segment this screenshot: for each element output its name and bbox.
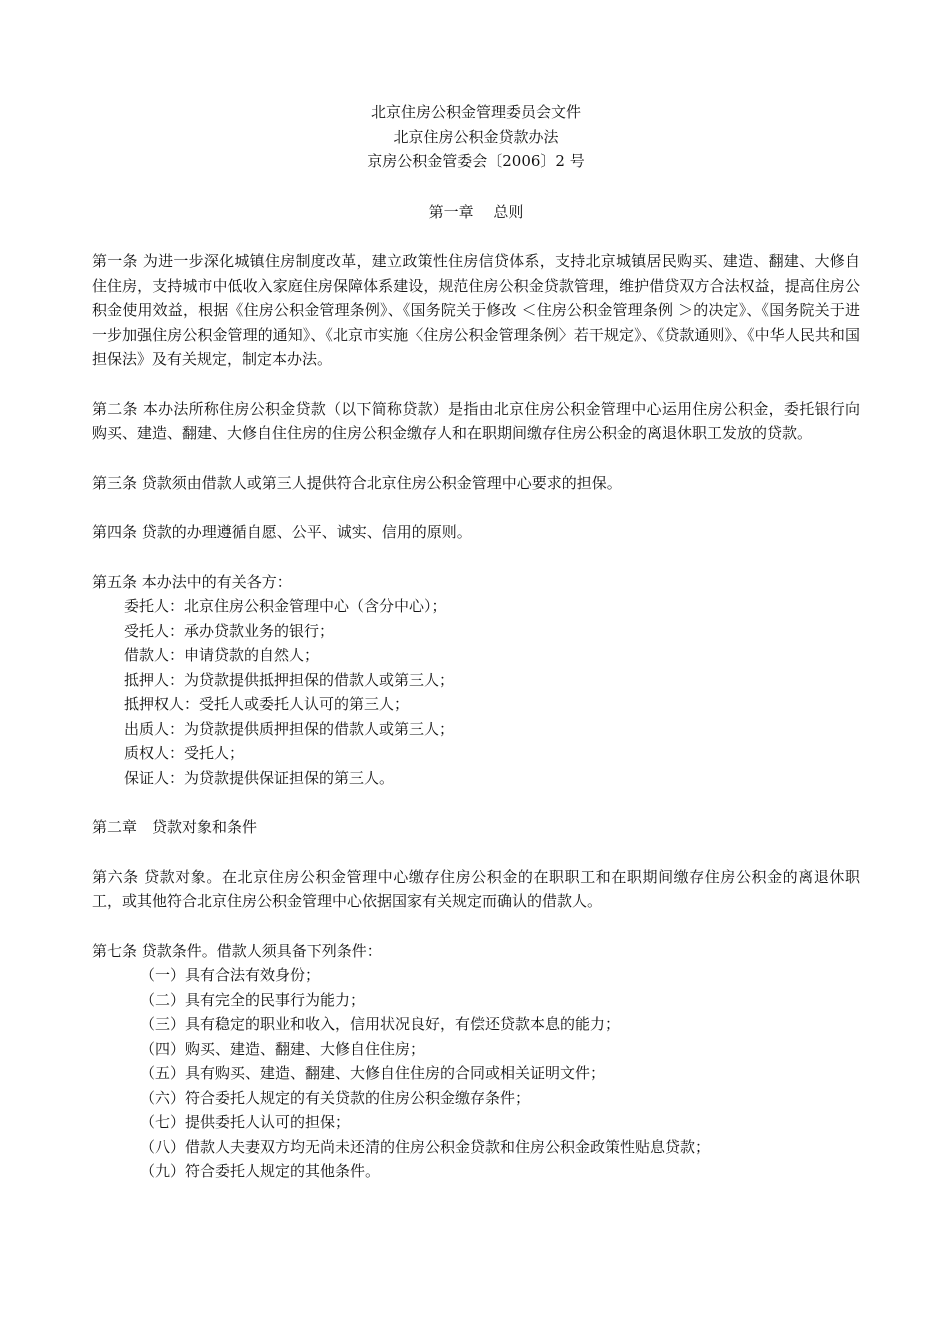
- list-item: 抵押权人：受托人或委托人认可的第三人；: [124, 695, 410, 713]
- article-7-head: 第七条 贷款条件。借款人须具备下列条件：: [92, 941, 382, 960]
- chapter-2-title: 第二章 贷款对象和条件: [92, 818, 258, 836]
- article-2: 第二条 本办法所称住房公积金贷款（以下简称贷款）是指由北京住房公积金管理中心运用住房公积金，委托银行向购买、建造、翻建、大修自住住房的住房公积金缴存人和在职期间缴存住房公积金的离退休职工发放的贷款。: [92, 399, 860, 442]
- list-item: 抵押人：为贷款提供抵押担保的借款人或第三人；: [124, 670, 455, 689]
- list-item: （九）符合委托人规定的其他条件。: [140, 1162, 381, 1180]
- document-page: [92, 100, 860, 1184]
- list-item: （八）借款人夫妻双方均无尚未还清的住房公积金贷款和住房公积金政策性贴息贷款；: [140, 1137, 711, 1156]
- article-6: 第六条 贷款对象。在北京住房公积金管理中心缴存住房公积金的在职职工和在职期间缴存住房公积金的离退休职工，或其他符合北京住房公积金管理中心依据国家有关规定而确认的借款人。: [92, 867, 860, 910]
- list-item: 保证人：为贷款提供保证担保的第三人。: [124, 768, 395, 787]
- article-5-list: [92, 594, 860, 790]
- article-7: [92, 939, 860, 1184]
- issuer-title: 北京住房公积金管理委员会文件: [370, 103, 581, 121]
- list-item: （一）具有合法有效身份；: [140, 966, 321, 984]
- list-item: 委托人：北京住房公积金管理中心（含分中心）；: [124, 597, 447, 615]
- document-number: 京房公积金管委会〔2006〕2 号: [367, 152, 585, 170]
- list-item: （三）具有稳定的职业和收入，信用状况良好，有偿还贷款本息的能力；: [140, 1015, 621, 1033]
- list-item: （六）符合委托人规定的有关贷款的住房公积金缴存条件；: [140, 1088, 531, 1107]
- list-item: （二）具有完全的民事行为能力；: [140, 990, 366, 1009]
- list-item: 质权人：受托人；: [124, 744, 245, 762]
- list-item: 借款人：申请贷款的自然人；: [124, 646, 320, 664]
- list-item: （四）购买、建造、翻建、大修自住住房；: [140, 1039, 426, 1058]
- article-3: 第三条 贷款须由借款人或第三人提供符合北京住房公积金管理中心要求的担保。: [92, 473, 622, 492]
- article-4: 第四条 贷款的办理遵循自愿、公平、诚实、信用的原则。: [92, 523, 472, 541]
- list-item: （五）具有购买、建造、翻建、大修自住住房的合同或相关证明文件；: [140, 1064, 606, 1082]
- chapter-1-title: 第一章 总则: [428, 202, 524, 221]
- list-item: 出质人：为贷款提供质押担保的借款人或第三人；: [124, 719, 455, 738]
- document-title: 北京住房公积金贷款办法: [393, 127, 559, 146]
- article-7-list: [92, 963, 860, 1184]
- article-5-head: 第五条 本办法中的有关各方：: [92, 572, 292, 591]
- article-1: 第一条 为进一步深化城镇住房制度改革，建立政策性住房信贷体系，支持北京城镇居民购买、建造、翻建、大修自住住房，支持城市中低收入家庭住房保障体系建设，规范住房公积金贷款管理，维护借贷双方合法权益，提高住房公积金使用效益，根据《住房公积金管理条例》、《国务院关于修改 ＜住房公积金管理条例 ＞的决定》、《国务院关于进一步加强住房公积金管理的通知》、《北京市实施〈住房公积金管理条例〉若干规定》、《贷款通则》、《中华人民共和国担保法》及有关规定，制定本办法。: [92, 252, 860, 368]
- list-item: （七）提供委托人认可的担保；: [140, 1113, 351, 1131]
- article-5: [92, 570, 860, 791]
- list-item: 受托人：承办贷款业务的银行；: [124, 621, 335, 640]
